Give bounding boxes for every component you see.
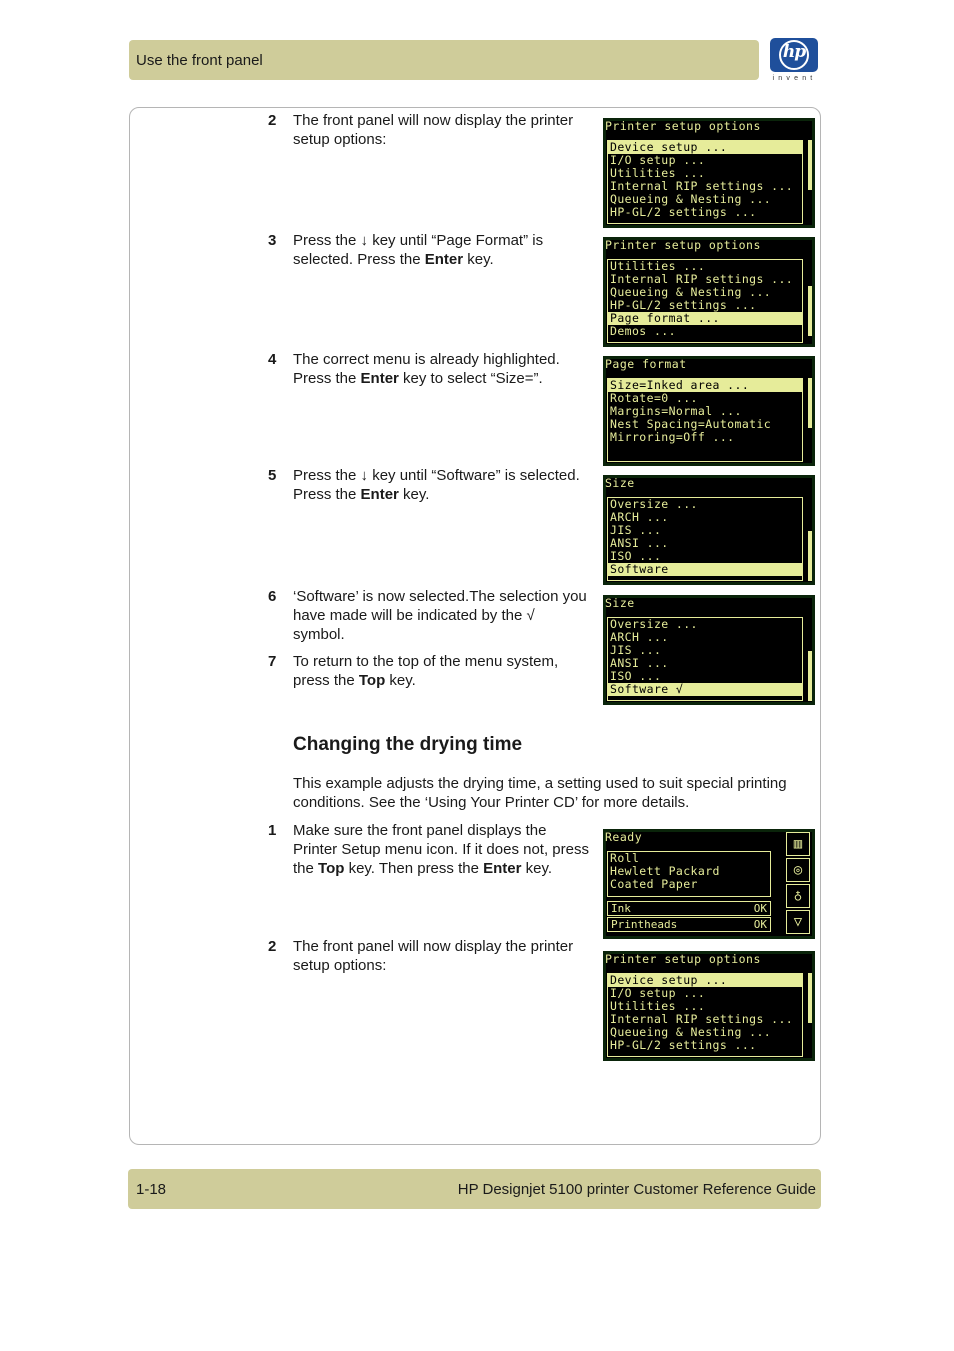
lcd-menu-item: JIS ... [610,644,662,657]
lcd-scrollbar-thumb [808,140,812,190]
lcd-menu-item: Hewlett Packard [610,865,720,878]
lcd-scrollbar-thumb [808,973,812,1023]
lcd-menu-list [607,973,803,1057]
step-number: 4 [268,351,277,368]
lcd-menu-list [607,140,803,224]
lcd-menu-list [607,378,803,462]
lcd-scrollbar-thumb [808,286,812,336]
step-number: 2 [268,938,277,955]
hp-logo [768,38,821,84]
lcd-menu-list [607,497,803,581]
step-text-part: Make sure the front panel displays the Printer Setup menu icon. If it does not, press the [293,822,589,877]
lcd-scrollbar [808,497,812,581]
lcd-menu-item: Queueing & Nesting ... [610,286,772,299]
lcd-menu-item: Utilities ... [610,167,706,180]
lcd-menu-item: ANSI ... [610,657,669,670]
key-name: Enter [360,486,399,503]
lcd-scrollbar [808,378,812,462]
lcd-menu-list [607,617,803,701]
step-text-part: The front panel will now display the printer setup options: [293,112,574,148]
step-text-part: key. [521,860,553,877]
lcd-title: Page format [605,357,687,371]
lcd-title: Ready [605,830,643,844]
lcd-ready [603,829,815,939]
step-text-part: key. [385,672,416,689]
lcd-menu-item: HP-GL/2 settings ... [610,1039,757,1052]
step-text-part: key. Then press the [344,860,484,877]
lcd-icon-column [786,832,812,936]
lcd-menu-item: Size=Inked area ... [608,379,802,392]
key-name: Top [318,860,345,877]
lcd-printer-setup-page-format [603,237,815,347]
lcd-menu-item: Utilities ... [610,260,706,273]
step-number: 2 [268,112,277,129]
lcd-menu-item: Rotate=0 ... [610,392,698,405]
section-paragraph: This example adjusts the drying time, a setting used to suit special printing conditions. See the ‘Using Your Printer CD’ for more details. [293,775,787,811]
step-text [293,652,589,690]
lcd-scrollbar-thumb [808,531,812,581]
lcd-menu-item: Demos ... [610,325,676,338]
lcd-scrollbar [808,140,812,224]
step-text [293,111,589,149]
lcd-menu-item: JIS ... [610,524,662,537]
key-name: Top [358,672,386,689]
lcd-scrollbar [808,617,812,701]
lcd-menu-item: Internal RIP settings ... [610,273,794,286]
lcd-menu-item: Queueing & Nesting ... [610,1026,772,1039]
lcd-menu-item: Oversize ... [610,618,698,631]
lcd-scrollbar [808,259,812,343]
step-text [293,466,589,504]
step-text-part: To return to the top of the menu system, press the [293,653,559,689]
lcd-menu-item: Device setup ... [608,974,802,987]
lcd-title: Printer setup options [605,238,761,252]
lcd-status-value: OK [753,918,767,931]
ink-icon: ♁ [786,884,810,908]
lcd-menu-item: Mirroring=Off ... [610,431,735,444]
lcd-page-format [603,356,815,466]
lcd-size-software-selected [603,475,815,585]
step-text-part: ‘Software’ is now selected.The selection you have made will be indicated by the √ symbol. [293,588,587,643]
lcd-menu-item: ARCH ... [610,511,669,524]
step-text [293,231,589,269]
section-heading: Changing the drying time [293,734,523,755]
lcd-scrollbar-thumb [808,651,812,701]
step-text-part: Press the ↓ key until “Page Format” is selected. Press the [293,232,544,268]
lcd-title: Printer setup options [605,952,761,966]
step-number: 3 [268,232,277,249]
lcd-menu-item: Internal RIP settings ... [610,180,794,193]
lcd-status-row [607,917,771,932]
lcd-menu-item: ISO ... [610,550,662,563]
lcd-scrollbar-thumb [808,378,812,428]
header-bar [129,40,759,80]
step-number: 1 [268,822,277,839]
step-text-part: key. [463,251,494,268]
lcd-scrollbar [808,973,812,1057]
hp-logo-mark: hp [782,42,806,62]
lcd-menu-list [607,851,771,897]
step-number: 5 [268,467,277,484]
lcd-title: Size [605,596,635,610]
lcd-menu-item: ISO ... [610,670,662,683]
printer-icon: ▥ [786,832,810,856]
lcd-status-label: Printheads [611,918,678,931]
header-section-title: Use the front panel [136,52,263,69]
footer-guide-title: HP Designjet 5100 printer Customer Reference Guide [457,1181,816,1198]
lcd-menu-item: Queueing & Nesting ... [610,193,772,206]
lcd-menu-item: Page format ... [608,312,802,325]
lcd-status-value: OK [753,902,767,915]
lcd-menu-item: I/O setup ... [610,987,706,1000]
lcd-menu-item: HP-GL/2 settings ... [610,299,757,312]
step-text-part: key to select “Size=”. [398,370,543,387]
step-number: 7 [268,653,277,670]
step-text-part: The correct menu is already highlighted. Press the [293,351,560,387]
lcd-menu-item: Software [608,563,802,576]
step-text-part: key. [398,486,430,503]
lcd-status-row [607,901,771,916]
lcd-title: Size [605,476,635,490]
lcd-title: Printer setup options [605,119,761,133]
lcd-size-software-checked [603,595,815,705]
lcd-menu-item: ARCH ... [610,631,669,644]
lcd-printer-setup-options-2 [603,951,815,1061]
hp-logo-tagline: invent [772,75,817,82]
footer-page-number: 1-18 [136,1181,167,1198]
lcd-menu-item: HP-GL/2 settings ... [610,206,757,219]
step-text [293,350,589,388]
lcd-menu-item: Margins=Normal ... [610,405,742,418]
printhead-icon: ▽ [786,910,810,934]
key-name: Enter [483,860,522,877]
key-name: Enter [360,370,399,387]
footer-bar [128,1169,821,1209]
lcd-menu-item: Nest Spacing=Automatic [610,418,772,431]
lcd-menu-item: Roll [610,852,640,865]
lcd-menu-item: Internal RIP settings ... [610,1013,794,1026]
lcd-menu-item: ANSI ... [610,537,669,550]
lcd-menu-item: Device setup ... [608,141,802,154]
step-text [293,821,589,878]
step-text-part: Press the ↓ key until “Software” is selected. Press the [293,467,580,503]
lcd-menu-item: Oversize ... [610,498,698,511]
lcd-menu-item: Software √ [608,683,802,696]
lcd-status-label: Ink [611,902,631,915]
key-name: Enter [424,251,464,268]
lcd-menu-item: I/O setup ... [610,154,706,167]
lcd-printer-setup-options [603,118,815,228]
step-number: 6 [268,588,277,605]
lcd-menu-list [607,259,803,343]
lcd-menu-item: Utilities ... [610,1000,706,1013]
step-text-part: The front panel will now display the printer setup options: [293,938,574,974]
step-text [293,937,589,975]
hp-logo-badge [770,38,818,72]
paper-roll-icon: ◎ [786,858,810,882]
lcd-menu-item: Coated Paper [610,878,698,891]
step-text [293,587,589,644]
